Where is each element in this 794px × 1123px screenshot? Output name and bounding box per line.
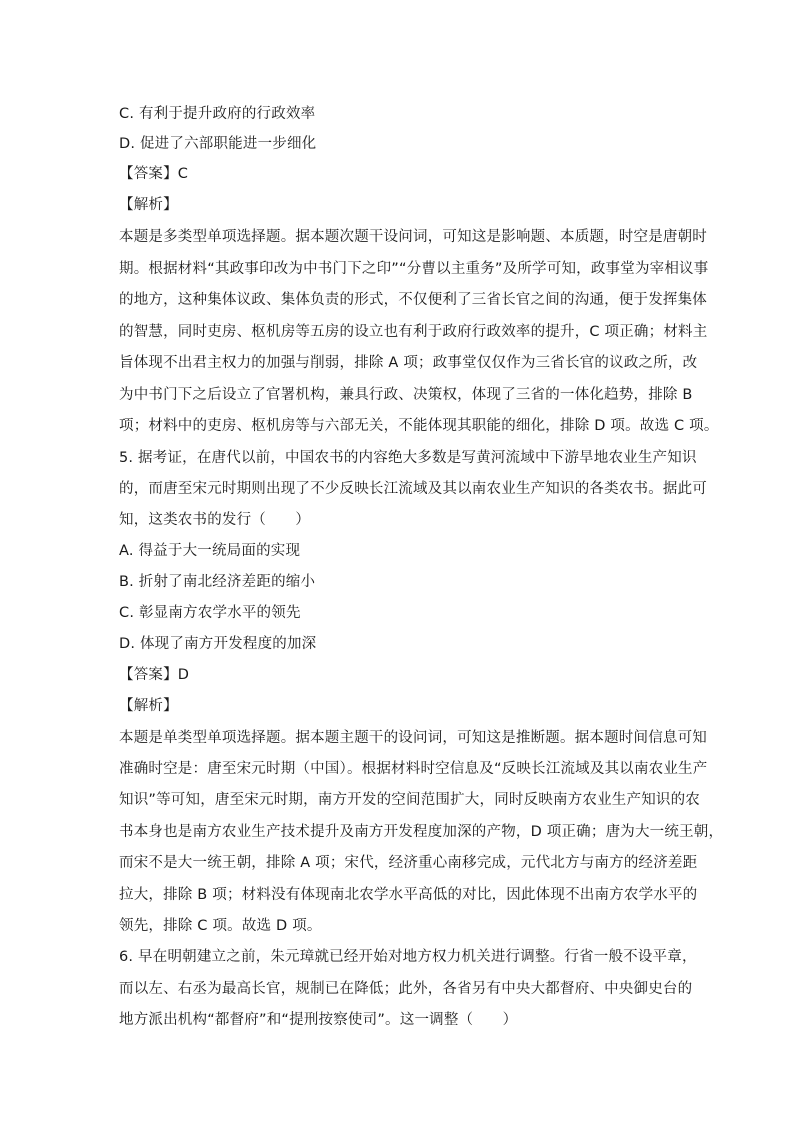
question-5-stem: 5. 据考证，在唐代以前，中国农书的内容绝大多数是写黄河流域中下游旱地农业生产知识 [119, 450, 697, 466]
answer-label: 【答案】D [119, 667, 190, 683]
analysis-text-line: 旨体现不出君主权力的加强与削弱，排除 A 项；政事堂仅仅作为三省长官的议政之所，改 [119, 355, 698, 371]
analysis-text-line: 知识”等可知，唐至宋元时期，南方开发的空间范围扩大，同时反映南方农业生产知识的农 [119, 792, 701, 808]
question-5-stem: 知，这类农书的发行（ ） [119, 512, 311, 528]
question-6-stem: 而以左、右丞为最高长官，规制已在降低；此外，各省另有中央大都督府、中央御史台的 [119, 981, 693, 997]
analysis-text-line: 准确时空是：唐至宋元时期（中国）。根据材料时空信息及“反映长江流域及其以南农业生产 [119, 761, 708, 777]
analysis-text-line: 领先，排除 C 项。故选 D 项。 [119, 918, 322, 934]
analysis-text-line: 拉大，排除 B 项；材料没有体现南北农学水平高低的对比，因此体现不出南方农学水平的 [119, 887, 698, 903]
analysis-text-line: 书本身也是南方农业生产技术提升及南方开发程度加深的产物，D 项正确；唐为大一统王朝， [119, 824, 724, 840]
analysis-text-line: 本题是多类型单项选择题。据本题次题干设问词，可知这是影响题、本质题，时空是唐朝时 [119, 229, 707, 245]
option-d: D. 体现了南方开发程度的加深 [119, 636, 317, 652]
option-c: C. 彰显南方农学水平的领先 [119, 605, 301, 621]
analysis-text-line: 的地方，这种集体议政、集体负责的形式，不仅便利了三省长官之间的沟通，便于发挥集体 [119, 292, 707, 308]
analysis-text-line: 本题是单类型单项选择题。据本题主题干的设问词，可知这是推断题。据本题时间信息可知 [119, 730, 707, 746]
analysis-text-line: 项；材料中的吏房、枢机房等与六部无关，不能体现其职能的细化，排除 D 项。故选 C 项。 [119, 418, 719, 434]
option-c: C. 有利于提升政府的行政效率 [119, 106, 316, 122]
option-b: B. 折射了南北经济差距的缩小 [119, 574, 316, 590]
analysis-text-line: 的智慧，同时吏房、枢机房等五房的设立也有利于政府行政效率的提升，C 项正确；材料主 [119, 324, 708, 340]
option-a: A. 得益于大一统局面的实现 [119, 543, 301, 559]
analysis-text-line: 为中书门下之后设立了官署机构，兼具行政、决策权，体现了三省的一体化趋势，排除 B [119, 387, 693, 403]
analysis-text-line: 而宋不是大一统王朝，排除 A 项；宋代，经济重心南移完成，元代北方与南方的经济差距 [119, 855, 698, 871]
question-6-stem: 6. 早在明朝建立之前，朱元璋就已经开始对地方权力机关进行调整。行省一般不设平章， [119, 949, 697, 965]
answer-label: 【答案】C [119, 166, 189, 182]
analysis-text-line: 期。根据材料“其政事印改为中书门下之印”“分曹以主重务”及所学可知，政事堂为宰相议事 [119, 261, 709, 277]
option-d: D. 促进了六部职能进一步细化 [119, 136, 317, 152]
question-5-stem: 的，而唐至宋元时期则出现了不少反映长江流域及其以南农业生产知识的各类农书。据此可 [119, 481, 707, 497]
question-6-stem: 地方派出机构“都督府”和“提刑按察使司”。这一调整（ ） [119, 1012, 518, 1028]
analysis-label: 【解析】 [119, 698, 178, 714]
analysis-label: 【解析】 [119, 197, 178, 213]
